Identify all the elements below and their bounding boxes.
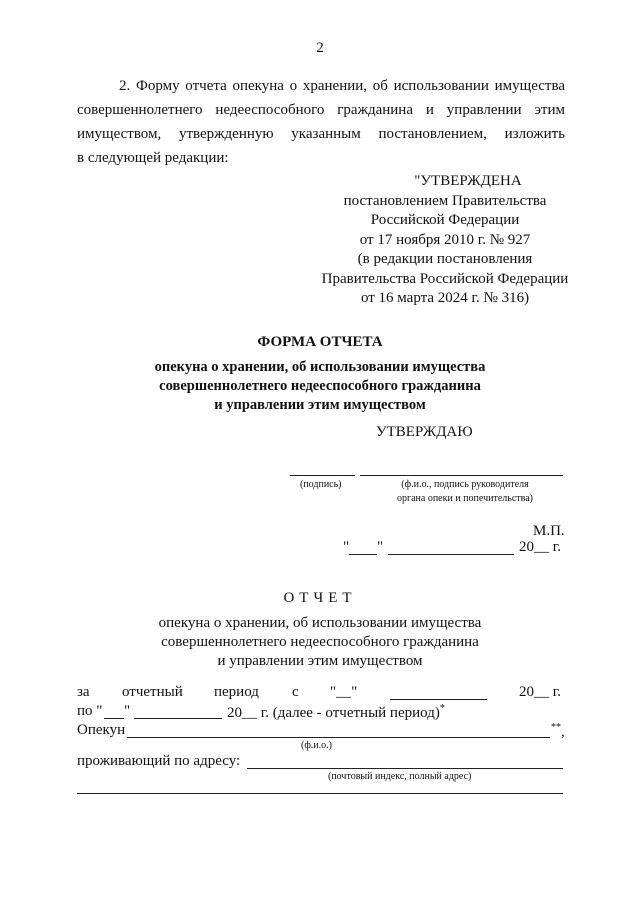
approved-line: Российской Федерации [370,212,520,228]
approval-day-line[interactable] [349,554,377,555]
seal-place-label: М.П. [533,523,565,539]
form-subtitle-line: опекуна о хранении, об использовании имущества [154,359,486,375]
address-label: проживающий по адресу: [77,753,241,769]
approved-line: от 17 ноября 2010 г. № 927 [359,231,531,248]
address-caption: (почтовый индекс, полный адрес) [328,771,472,782]
approve-heading: УТВЕРЖДАЮ [376,424,473,440]
approval-month-line[interactable] [388,554,514,555]
period-word: период [214,684,259,700]
guardian-fio-caption: (ф.и.о.) [301,740,332,751]
report-title: ОТЧЕТ [283,590,357,606]
period-word: с [292,684,299,700]
address-line[interactable] [247,768,563,769]
intro-line: совершеннолетнего недееспособного гражданина и управлении этим [77,102,565,118]
date-quote-open: " [343,539,350,555]
approval-year: 20__ г. [519,539,561,555]
period-end-day-close: " [124,703,131,719]
head-fio-line[interactable] [360,475,563,476]
form-subtitle-line: совершеннолетнего недееспособного гражданина [159,378,481,394]
intro-line: в следующей редакции: [77,150,229,166]
guardian-suffix [551,722,565,741]
period-start-year: 20__ г. [519,684,561,700]
approval-stamp-text [300,172,590,309]
approved-line: постановлением Правительства [343,192,547,209]
signature-line[interactable] [290,475,355,476]
period-word: за [77,684,90,700]
intro-line: 2. Форму отчета опекуна о хранении, об использовании имущества [119,78,565,94]
period-end-month-line[interactable] [134,718,222,719]
period-word: отчетный [122,684,183,700]
form-subtitle [0,358,640,415]
guardian-fio-line[interactable] [127,737,550,738]
form-title: ФОРМА ОТЧЕТА [257,334,383,350]
period-end-day-line[interactable] [104,718,124,719]
report-desc-line: и управлении этим имуществом [217,653,423,669]
report-desc-line: опекуна о хранении, об использовании имущества [158,615,482,631]
intro-paragraph [77,74,565,170]
approved-line: "УТВЕРЖДЕНА [414,173,522,189]
footnote-marker: * [439,703,445,714]
guardian-comma: , [561,724,565,740]
intro-line: имуществом, утвержденную указанным постановлением, изложить [77,126,565,142]
footnote-marker: ** [551,722,561,733]
period-start-month-line[interactable] [390,699,487,700]
guardian-label: Опекун [77,722,126,738]
head-fio-caption-1: (ф.и.о., подпись руководителя [401,479,529,490]
period-end-year-text: 20__ г. (далее - отчетный период) [227,705,440,721]
page-number: 2 [316,40,324,56]
period-end-prefix: по " [77,703,103,719]
date-quote-close: " [377,539,384,555]
approved-line: от 16 марта 2024 г. № 316) [360,290,530,306]
head-fio-caption-2: органа опеки и попечительства) [397,493,533,504]
approved-line: (в редакции постановления [357,251,533,267]
report-description [0,614,640,671]
report-desc-line: совершеннолетнего недееспособного гражданина [161,634,479,650]
signature-caption: (подпись) [300,479,342,490]
period-end-text [227,703,445,722]
form-subtitle-line: и управлении этим имуществом [214,397,426,413]
address-continuation-line[interactable] [77,793,563,794]
approved-line: Правительства Российской Федерации [321,270,569,287]
period-start-day[interactable]: "__" [330,684,358,700]
